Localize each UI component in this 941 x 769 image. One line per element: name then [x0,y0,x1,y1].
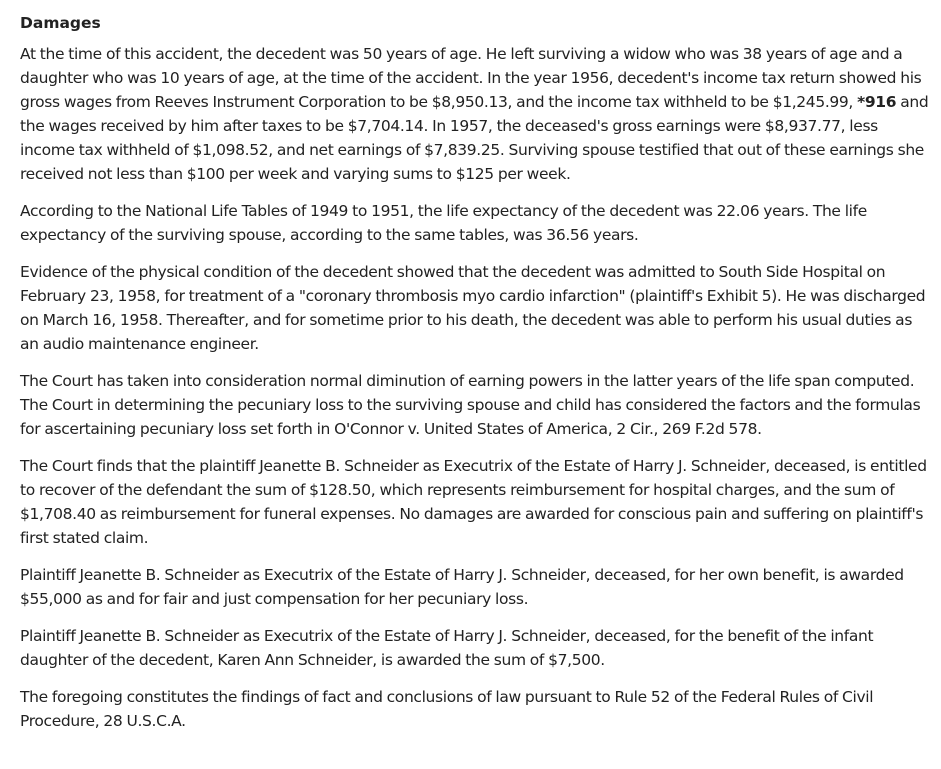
paragraph-decedent-earnings [20,42,932,186]
paragraph-court-findings: The Court finds that the plaintiff Jeanette B. Schneider as Executrix of the Estate of Harry J. Schneider, deceased, is entitled to recover of the defendant the sum of $128.50, which represents reimbursement for hospital charges, and the sum of $1,708.40 as reimbursement for funeral expenses. No damages are awarded for conscious pain and suffering on plaintiff's first stated claim. [20,457,927,547]
paragraph-text: At the time of this accident, the decedent was 50 years of age. He left surviving a widow who was 38 years of age and a daughter who was 10 years of age, at the time of the accident. In the year 1956, decedent's income tax return showed his gross wages from Reeves Instrument Corporation to be $8,950.13, and the income tax withheld to be $1,245.99, [20,45,922,111]
paragraph-pecuniary-loss: The Court has taken into consideration normal diminution of earning powers in the latter years of the life span computed. The Court in determining the pecuniary loss to the surviving spouse and child has considered the factors and the formulas for ascertaining pecuniary loss set forth in O'Connor v. United States of America, 2 Cir., 269 F.2d 578. [20,372,921,438]
paragraph-physical-condition: Evidence of the physical condition of the decedent showed that the decedent was admitted to South Side Hospital on February 23, 1958, for treatment of a "coronary thrombosis myo cardio infarction" (plaintiff's Exhibit 5). He was discharged on March 16, 1958. Thereafter, and for sometime prior to his death, the decedent was able to perform his usual duties as an audio maintenance engineer. [20,263,926,353]
section-heading: Damages [20,14,101,32]
paragraph-text: and the wages received by him after taxes to be $7,704.14. In 1957, the deceased's gross earnings were $8,937.77, less income tax withheld of $1,098.52, and net earnings of $7,839.25. Surviving spouse testified that out of these earnings she received not less than $100 per week and varying sums to $125 per week. [20,93,929,183]
paragraph-conclusion: The foregoing constitutes the findings of fact and conclusions of law pursuant to Rule 52 of the Federal Rules of Civil Procedure, 28 U.S.C.A. [20,688,874,730]
paragraph-life-expectancy: According to the National Life Tables of 1949 to 1951, the life expectancy of the decedent was 22.06 years. The life expectancy of the surviving spouse, according to the same tables, was 36.56 years. [20,202,867,244]
page-marker: *916 [857,93,897,111]
paragraph-widow-award: Plaintiff Jeanette B. Schneider as Executrix of the Estate of Harry J. Schneider, deceased, for her own benefit, is awarded $55,000 as and for fair and just compensation for her pecuniary loss. [20,566,904,608]
paragraph-daughter-award: Plaintiff Jeanette B. Schneider as Executrix of the Estate of Harry J. Schneider, deceased, for the benefit of the infant daughter of the decedent, Karen Ann Schneider, is awarded the sum of $7,500. [20,627,874,669]
